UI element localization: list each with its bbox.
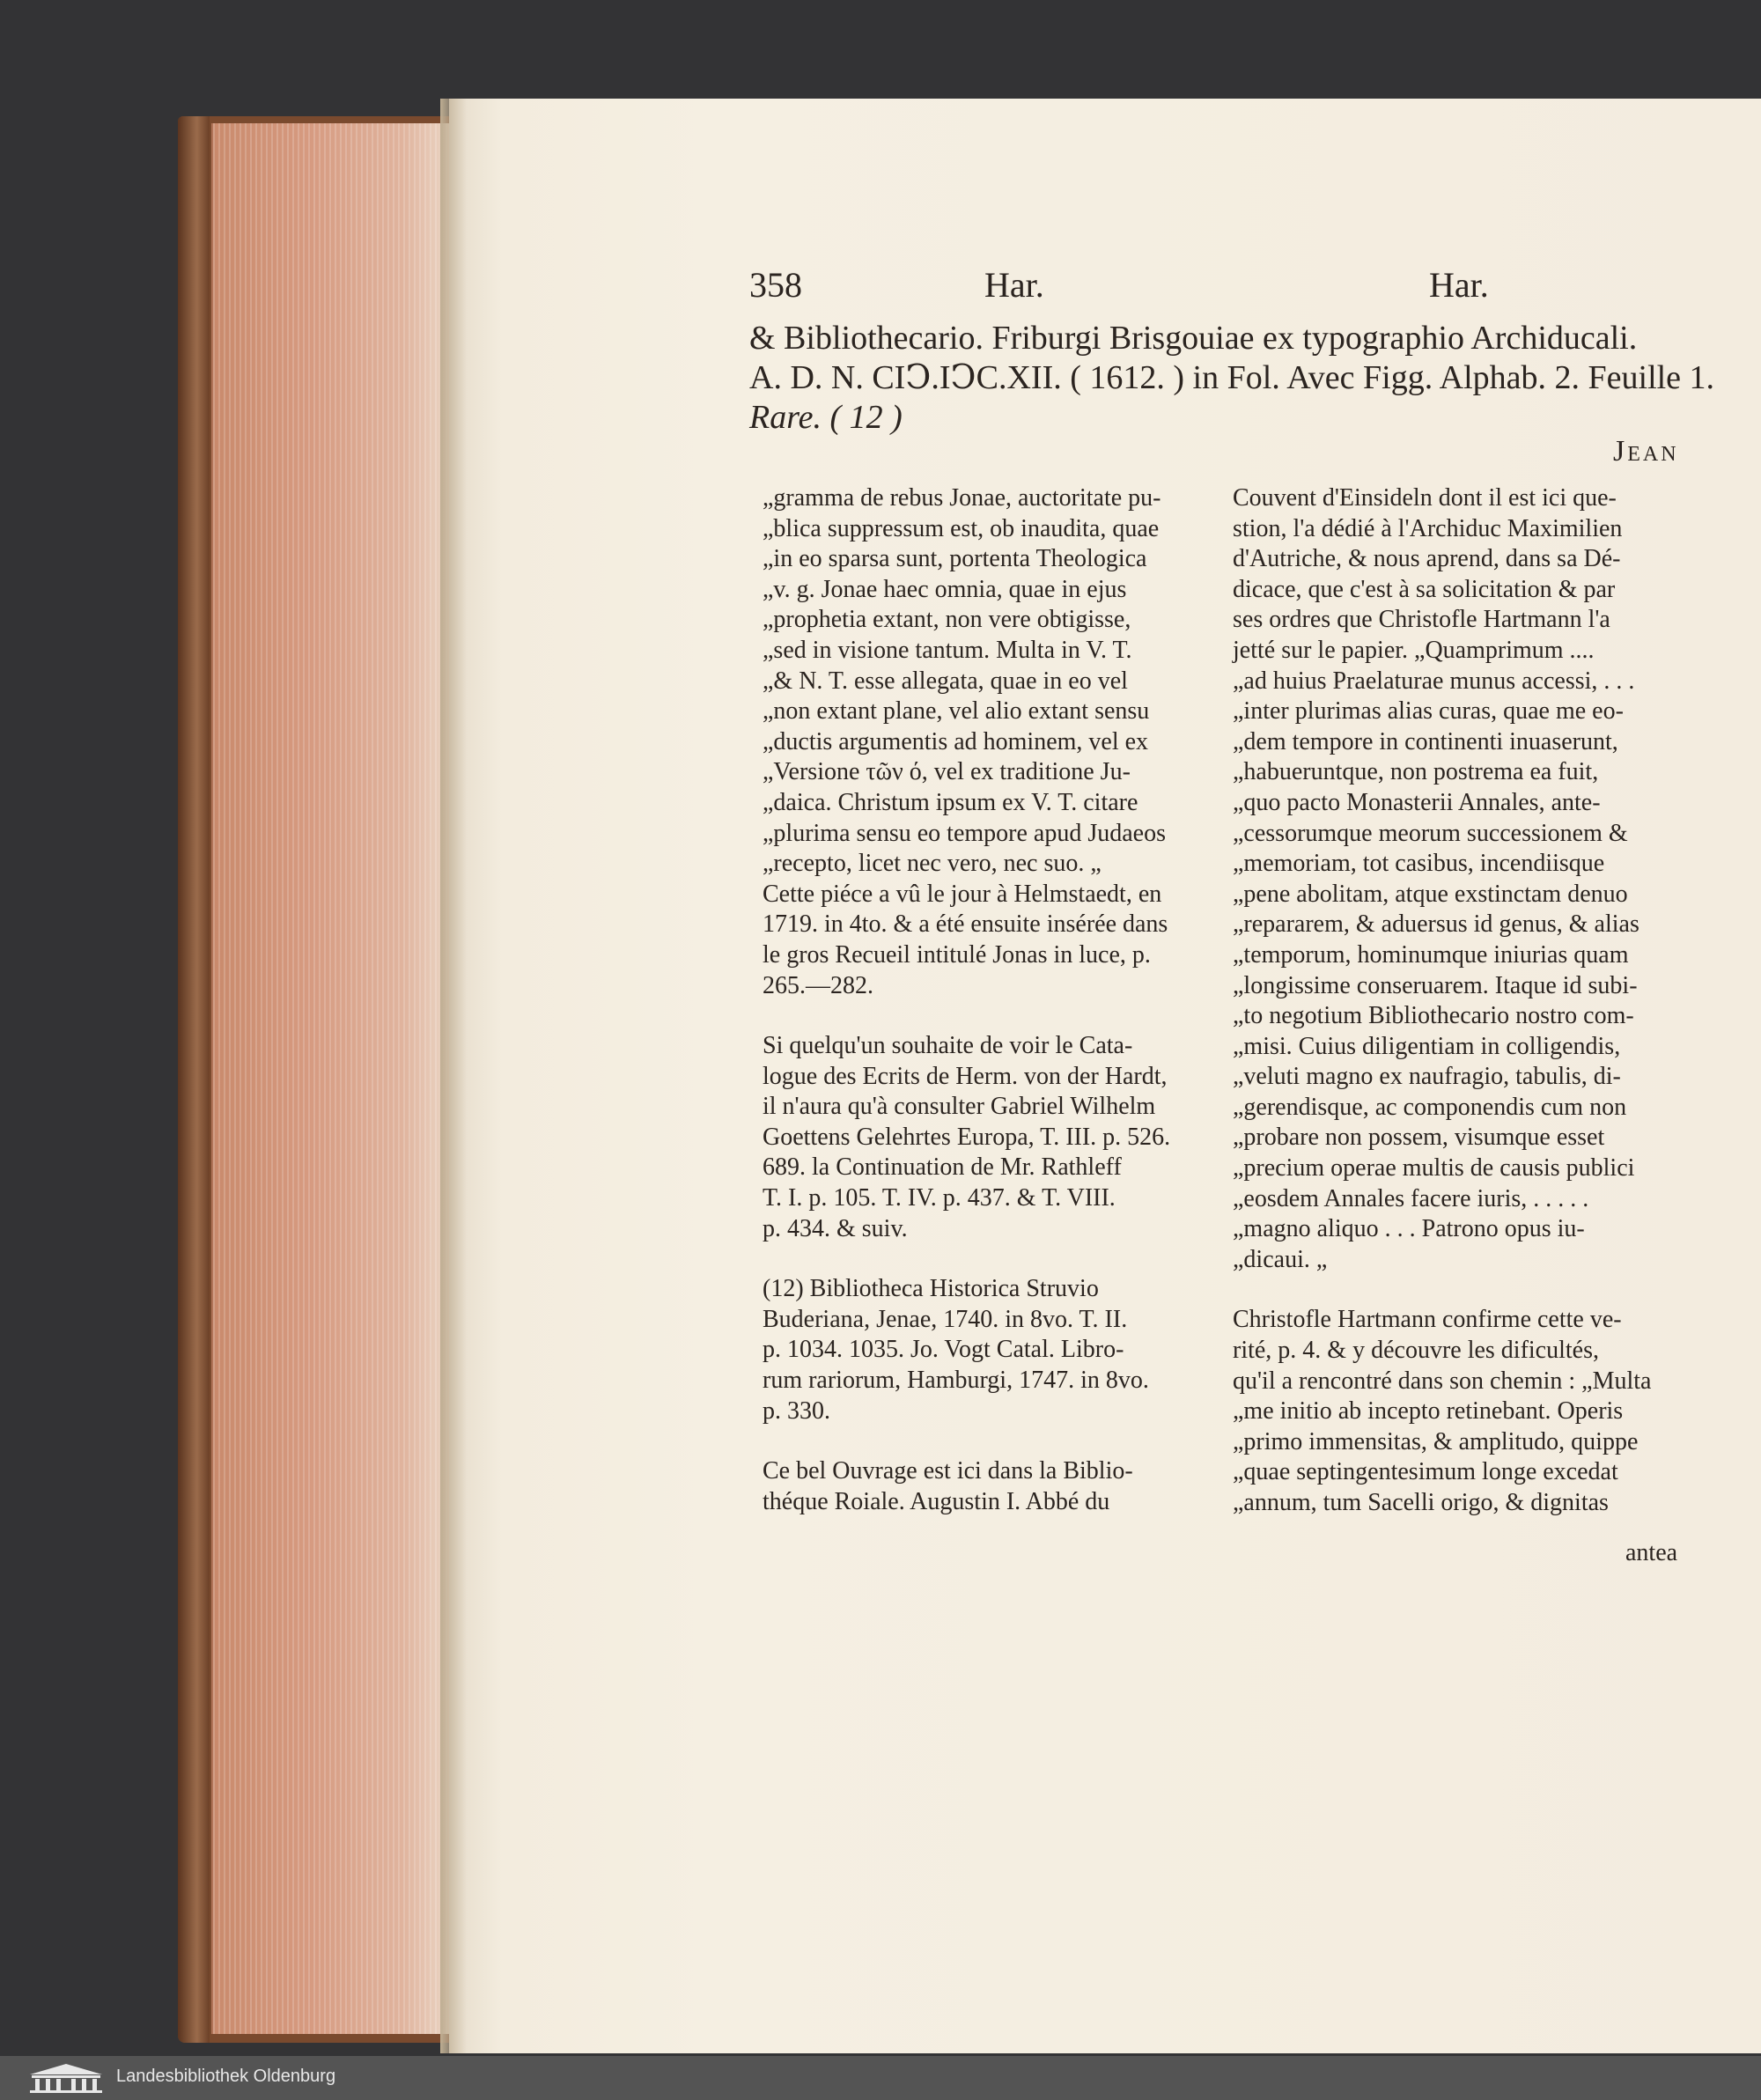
catchword: antea <box>1625 1539 1678 1566</box>
page-block-edge <box>211 123 451 2034</box>
text-line: (12) Bibliotheca Historica Struvio <box>763 1275 1099 1303</box>
text-line: „primo immensitas, & amplitudo, quippe <box>1233 1427 1639 1455</box>
library-building-icon <box>26 2062 106 2094</box>
text-line: „cessorumque meorum successionem & <box>1233 819 1628 847</box>
text-line: Cette piéce a vû le jour à Helmstaedt, en <box>763 880 1162 908</box>
text-line: rité, p. 4. & y découvre les dificultés, <box>1233 1337 1599 1365</box>
text-line: Goettens Gelehrtes Europa, T. III. p. 526. <box>763 1123 1171 1151</box>
top-line: & Bibliothecario. Friburgi Brisgouiae ex typographio Archiducali. <box>749 320 1638 357</box>
text-line: ses ordres que Christofle Hartmann l'a <box>1233 606 1610 634</box>
library-name: Landesbibliothek Oldenburg <box>116 2067 336 2086</box>
text-line: „recepto, licet nec vero, nec suo. „ <box>763 850 1102 878</box>
text-line <box>763 1001 1207 1031</box>
text-line: stion, l'a dédié à l'Archiduc Maximilien <box>1233 514 1623 542</box>
text-line <box>763 1244 1207 1274</box>
text-line: „eosdem Annales facere iuris, . . . . . <box>1233 1184 1589 1212</box>
text-line: „gerendisque, ac componendis cum non <box>1233 1093 1627 1121</box>
text-line: „dem tempore in continenti inuaserunt, <box>1233 727 1618 755</box>
text-line: „memoriam, tot casibus, incendiisque <box>1233 850 1605 878</box>
text-line: „repararem, & aduersus id genus, & alias <box>1233 910 1639 939</box>
text-line: „ductis argumentis ad hominem, vel ex <box>763 727 1149 755</box>
text-line: 689. la Continuation de Mr. Rathleff <box>763 1153 1122 1182</box>
text-line: jetté sur le papier. „Quamprimum .... <box>1233 636 1595 664</box>
text-line <box>763 1426 1207 1456</box>
text-line: „ad huius Praelaturae munus accessi, . . . <box>1233 667 1635 695</box>
page-number: 358 <box>749 265 802 305</box>
text-line: „in eo sparsa sunt, portenta Theologica <box>763 545 1147 573</box>
text-line: Buderiana, Jenae, 1740. in 8vo. T. II. <box>763 1305 1128 1333</box>
text-line: „gramma de rebus Jonae, auctoritate pu- <box>763 484 1161 512</box>
text-line: „dicaui. „ <box>1233 1245 1328 1273</box>
text-line: Couvent d'Einsideln dont il est ici que- <box>1233 484 1617 512</box>
section-heading: Jean <box>1613 435 1679 468</box>
text-line: „quae septingentesimum longe excedat <box>1233 1458 1618 1486</box>
text-line: Christofle Hartmann confirme cette ve- <box>1233 1306 1622 1334</box>
text-line: „to negotium Bibliothecario nostro com- <box>1233 1002 1634 1030</box>
text-line: p. 330. <box>763 1396 830 1425</box>
right-column <box>1233 483 1691 1519</box>
text-line: „veluti magno ex naufragio, tabulis, di- <box>1233 1063 1621 1091</box>
text-line: Si quelqu'un souhaite de voir le Cata- <box>763 1032 1133 1060</box>
text-line: d'Autriche, & nous aprend, dans sa Dé- <box>1233 545 1621 573</box>
top-line: Rare. ( 12 ) <box>749 399 903 436</box>
top-line: A. D. N. CIↃ.IↃC.XII. ( 1612. ) in Fol. Avec Figg. Alphab. 2. Feuille 1. <box>749 359 1715 396</box>
text-line: il n'aura qu'à consulter Gabriel Wilhelm <box>763 1093 1156 1121</box>
text-line: „annum, tum Sacelli origo, & dignitas <box>1233 1489 1609 1516</box>
text-line: „temporum, hominumque iniurias quam <box>1233 940 1629 969</box>
text-line: „inter plurimas alias curas, quae me eo- <box>1233 697 1624 726</box>
text-line: 265.—282. <box>763 971 873 999</box>
text-line: le gros Recueil intitulé Jonas in luce, p. <box>763 940 1151 969</box>
text-line: „prophetia extant, non vere obtigisse, <box>763 606 1131 634</box>
text-line: „me initio ab incepto retinebant. Operis <box>1233 1397 1624 1426</box>
text-line: p. 434. & suiv. <box>763 1214 908 1242</box>
running-head-right: Har. <box>1429 265 1489 305</box>
text-line: théque Roiale. Augustin I. Abbé du <box>763 1487 1110 1515</box>
text-line: „blica suppressum est, ob inaudita, quae <box>763 514 1160 542</box>
text-line: „magno aliquo . . . Patrono opus iu- <box>1233 1215 1585 1243</box>
text-line: Ce bel Ouvrage est ici dans la Biblio- <box>763 1457 1133 1485</box>
text-line: „v. g. Jonae haec omnia, quae in ejus <box>763 575 1127 603</box>
text-line: logue des Ecrits de Herm. von der Hardt, <box>763 1062 1168 1090</box>
text-line: „Versione τῶν ό, vel ex traditione Ju- <box>763 758 1131 786</box>
text-line: „misi. Cuius diligentiam in colligendis, <box>1233 1032 1621 1060</box>
text-line: „longissime conseruarem. Itaque id subi- <box>1233 971 1638 999</box>
text-line: 1719. in 4to. & a été ensuite insérée dans <box>763 910 1168 939</box>
text-line: „habueruntque, non postrema ea fuit, <box>1233 758 1599 786</box>
running-head-left: Har. <box>984 265 1044 305</box>
text-line: „daica. Christum ipsum ex V. T. citare <box>763 788 1138 816</box>
text-line: „precium operae multis de causis publici <box>1233 1154 1635 1183</box>
text-line: T. I. p. 105. T. IV. p. 437. & T. VIII. <box>763 1184 1116 1212</box>
left-column <box>763 483 1207 1517</box>
text-line <box>1233 1275 1691 1305</box>
text-line: dicace, que c'est à sa solicitation & par <box>1233 575 1616 603</box>
text-line: „& N. T. esse allegata, quae in eo vel <box>763 667 1128 695</box>
text-line: „pene abolitam, atque exstinctam denuo <box>1233 880 1628 908</box>
text-line: „plurima sensu eo tempore apud Judaeos <box>763 819 1166 847</box>
top-lines <box>749 319 1715 438</box>
text-line: p. 1034. 1035. Jo. Vogt Catal. Libro- <box>763 1336 1124 1364</box>
book-spine-edge <box>178 116 210 2043</box>
text-line: „probare non possem, visumque esset <box>1233 1124 1605 1152</box>
page-gutter <box>440 99 467 2053</box>
text-line: qu'il a rencontré dans son chemin : „Multa <box>1233 1367 1652 1395</box>
text-line: „sed in visione tantum. Multa in V. T. <box>763 636 1132 664</box>
text-line: rum rariorum, Hamburgi, 1747. in 8vo. <box>763 1367 1149 1395</box>
text-line: „non extant plane, vel alio extant sensu <box>763 697 1150 726</box>
text-line: „quo pacto Monasterii Annales, ante- <box>1233 788 1601 816</box>
